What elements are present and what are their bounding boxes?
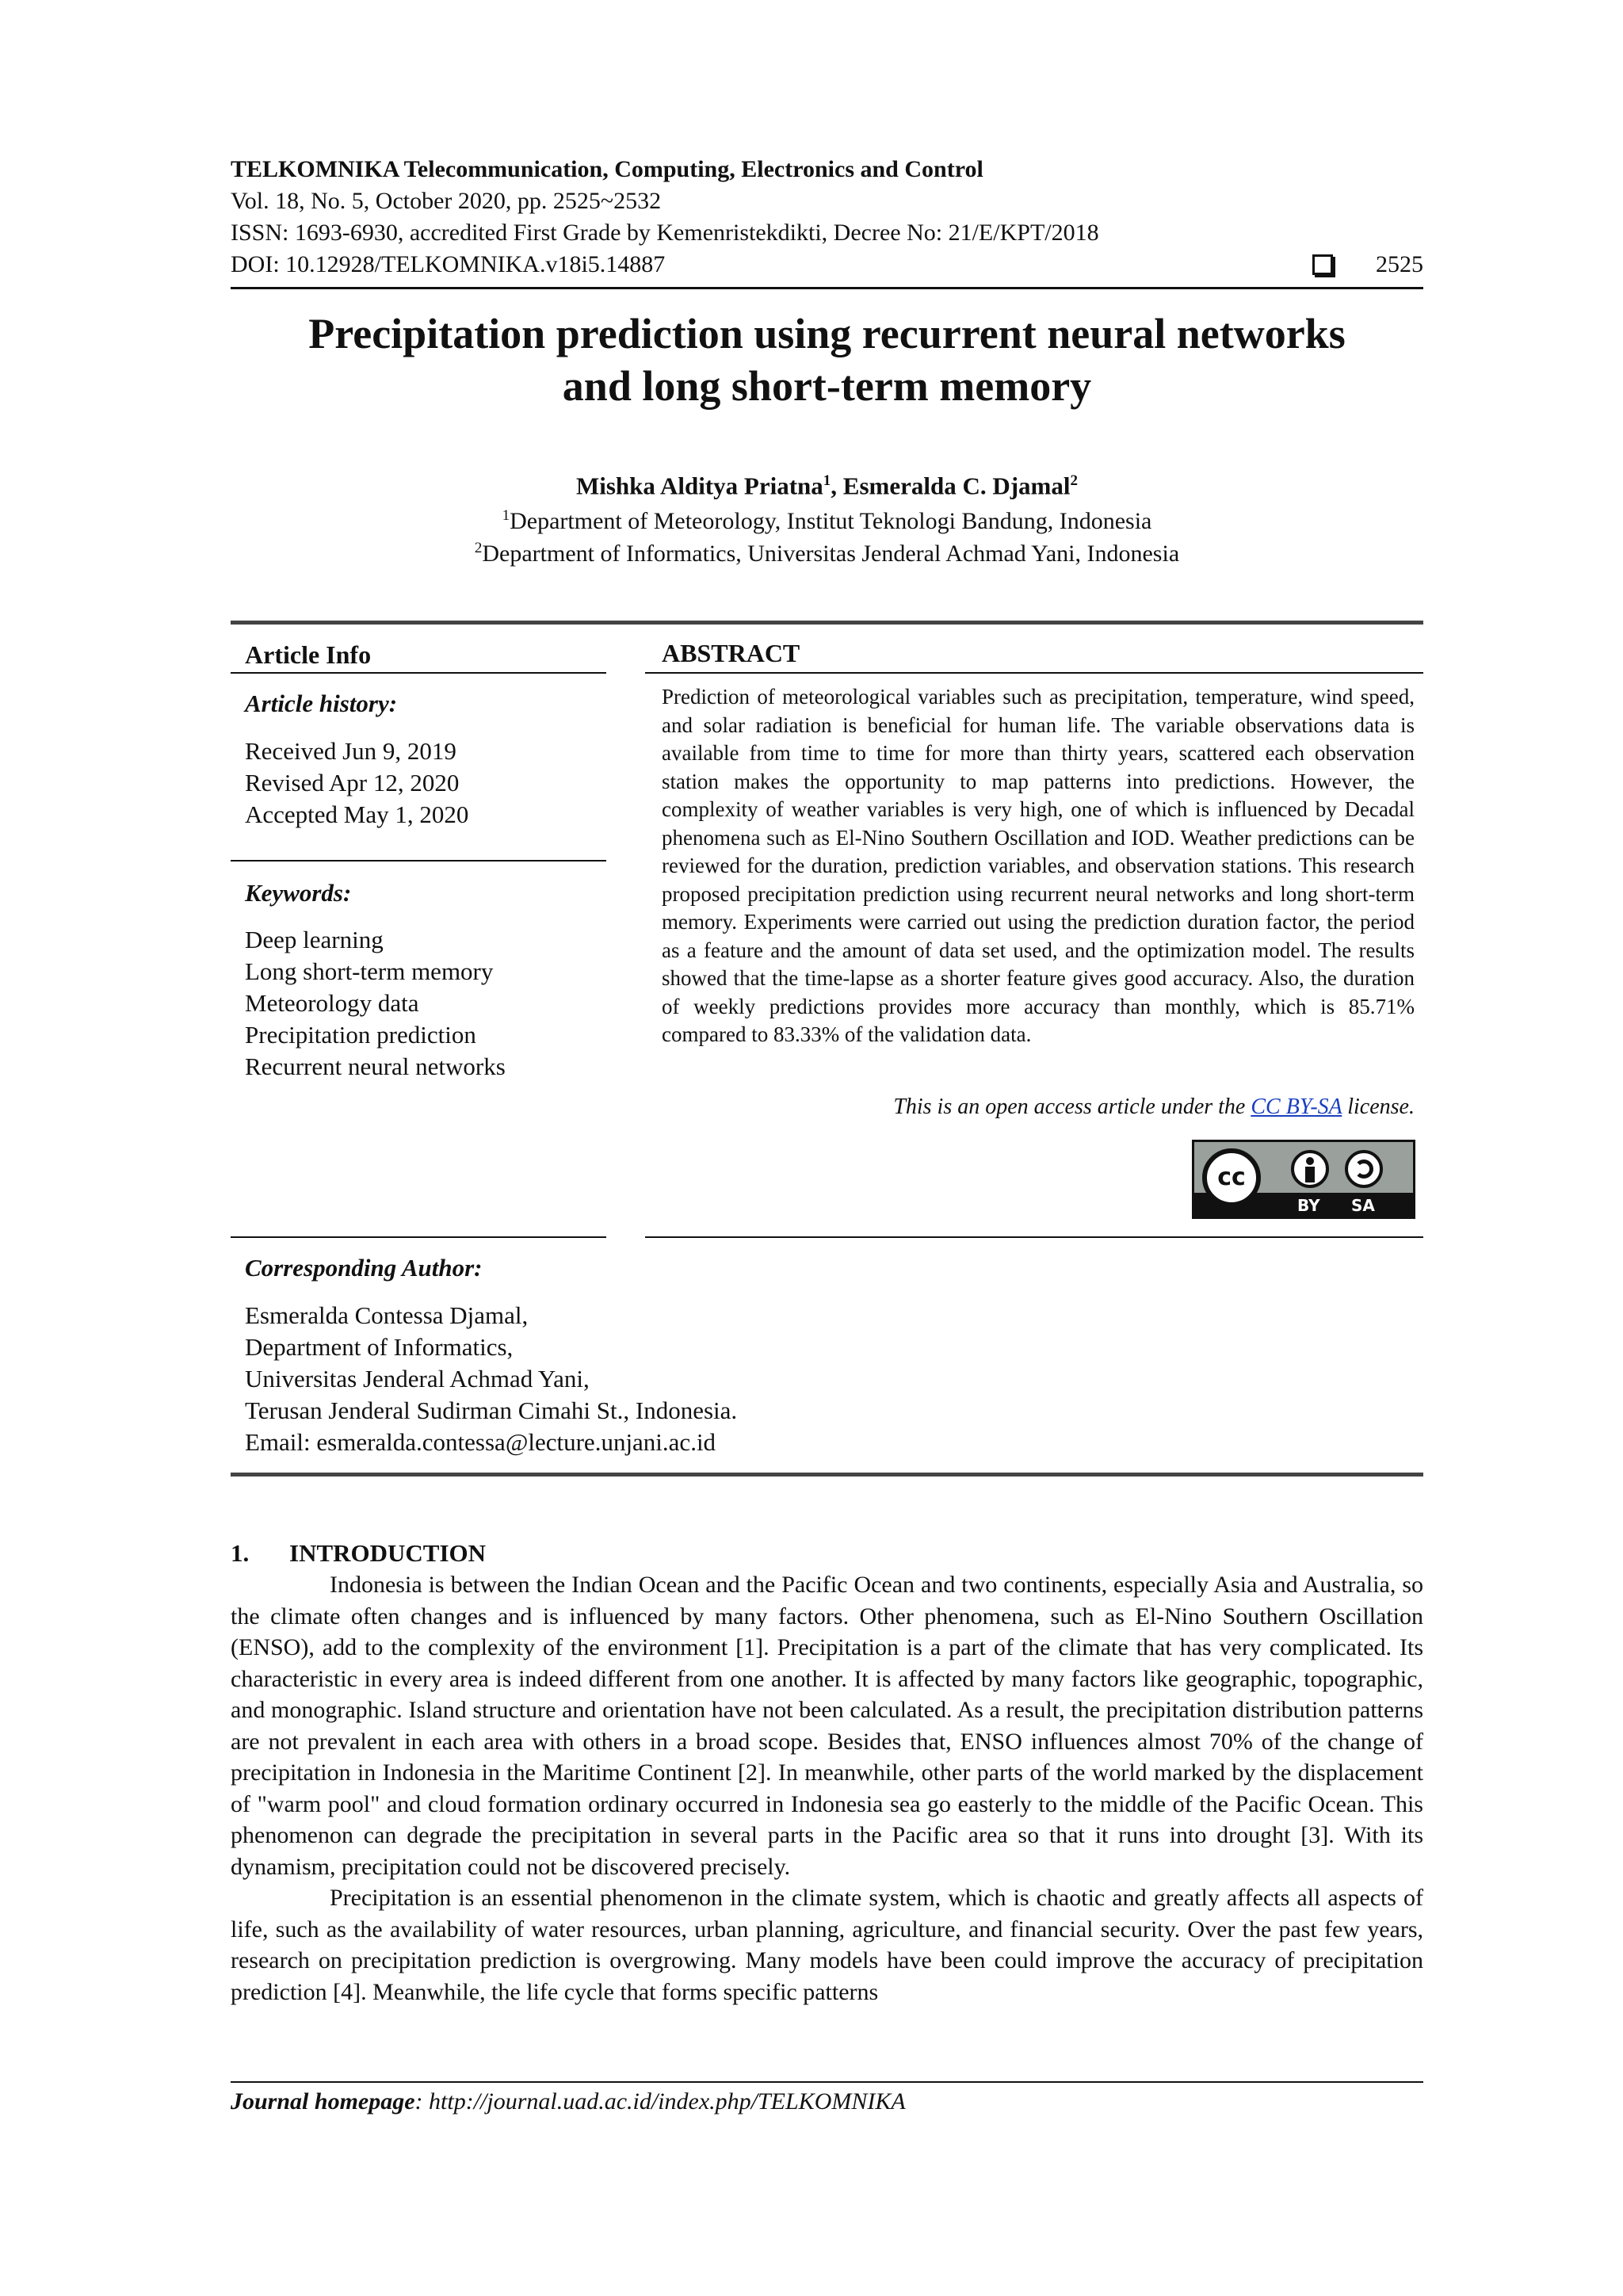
info-top-rule bbox=[231, 621, 1423, 625]
square-bullet-icon bbox=[1312, 254, 1333, 275]
author-names bbox=[231, 468, 1423, 499]
corresponding-line: Esmeralda Contessa Djamal, bbox=[245, 1301, 529, 1329]
footer-rule bbox=[231, 2081, 1423, 2083]
journal-doi: DOI: 10.12928/TELKOMNIKA.v18i5.14887 bbox=[231, 251, 666, 277]
author-2: Esmeralda C. Djamal bbox=[842, 472, 1071, 500]
article-info-heading: Article Info bbox=[245, 640, 372, 669]
revised-date: Revised Apr 12, 2020 bbox=[245, 769, 460, 797]
corresponding-line: Universitas Jenderal Achmad Yani, bbox=[245, 1365, 590, 1392]
cc-by-sa-badge[interactable] bbox=[1192, 1140, 1415, 1219]
journal-name: TELKOMNIKA Telecommunication, Computing, Electronics and Control bbox=[231, 156, 983, 182]
title-line-2: and long short-term memory bbox=[562, 362, 1092, 410]
affiliation-2 bbox=[231, 535, 1423, 567]
journal-issn: ISSN: 1693-6930, accredited First Grade by Kemenristekdikti, Decree No: 21/E/KPT/2018 bbox=[231, 220, 1099, 246]
keyword-item: Precipitation prediction bbox=[245, 1021, 476, 1049]
corresponding-line: Terusan Jenderal Sudirman Cimahi St., Indonesia. bbox=[245, 1396, 738, 1424]
intro-paragraph-2: Precipitation is an essential phenomenon in the climate system, which is chaotic and greatly affects all aspects of life, such as the availability of water resources, urban planning, agriculture, and financial security. Over the past few years, research on precipitation prediction is overgrowing. Many models have been could improve the accuracy of precipitation prediction [4]. Meanwhile, the life cycle that forms specific patterns bbox=[231, 1885, 1423, 2005]
keyword-item: Meteorology data bbox=[245, 989, 419, 1017]
attribution-icon bbox=[1291, 1150, 1329, 1188]
author-separator: , bbox=[831, 472, 843, 500]
journal-header bbox=[231, 154, 1423, 281]
keyword-item: Deep learning bbox=[245, 926, 384, 953]
cc-by-sa-link[interactable]: CC BY-SA bbox=[1251, 1095, 1342, 1119]
affiliation-1 bbox=[231, 502, 1423, 535]
affiliation-2-sup: 2 bbox=[474, 540, 483, 557]
introduction-body bbox=[231, 1569, 1423, 2008]
article-info-rule bbox=[231, 672, 606, 674]
cc-icon: cc bbox=[1202, 1148, 1261, 1207]
keyword-item: Recurrent neural networks bbox=[245, 1052, 506, 1080]
title-line-1: Precipitation prediction using recurrent neural networks bbox=[308, 310, 1346, 357]
author-block bbox=[231, 468, 1423, 567]
abstract-rule bbox=[645, 672, 1423, 674]
keywords-heading: Keywords: bbox=[245, 879, 352, 907]
affiliation-2-text: Department of Informatics, Universitas Jenderal Achmad Yani, Indonesia bbox=[482, 541, 1180, 567]
footer-label: Journal homepage bbox=[231, 2088, 415, 2115]
footer-separator: : bbox=[414, 2088, 430, 2115]
license-suffix: license. bbox=[1342, 1095, 1415, 1119]
author-2-sup: 2 bbox=[1070, 472, 1078, 489]
article-history-heading: Article history: bbox=[245, 690, 398, 717]
keyword-item: Long short-term memory bbox=[245, 957, 494, 985]
page-number-group bbox=[1312, 249, 1423, 281]
affiliation-1-sup: 1 bbox=[502, 507, 510, 525]
author-1-sup: 1 bbox=[823, 472, 831, 489]
paper-title bbox=[231, 308, 1423, 412]
section-title: INTRODUCTION bbox=[289, 1539, 487, 1567]
badge-by-label: BY bbox=[1297, 1196, 1320, 1215]
received-date: Received Jun 9, 2019 bbox=[245, 737, 456, 765]
section-number: 1. bbox=[231, 1539, 250, 1567]
info-bottom-rule bbox=[231, 1473, 1423, 1477]
page-number: 2525 bbox=[1376, 251, 1423, 277]
abstract-text: Prediction of meteorological variables such as precipitation, temperature, wind speed, and solar radiation is beneficial for human life. The variable observations data is available from time to time for more than thirty years, scattered each observation station makes the opportunity to map patterns into predictions. However, the complexity of weather variables is very high, one of which is influenced by Decadal phenomena such as El-Nino Southern Oscillation and IOD. Weather predictions can be reviewed for the duration, prediction variables, and observation stations. This research proposed precipitation prediction using recurrent neural networks and long short-term memory. Experiments were carried out using the prediction duration factor, the period as a feature and the amount of data set used, and the optimization model. The results showed that the time-lapse as a shorter feature gives good accuracy. Also, the duration of weekly predictions provides more accuracy than monthly, which is 85.71% compared to 83.33% of the validation data. bbox=[662, 685, 1415, 1046]
keywords-rule bbox=[231, 860, 606, 861]
badge-sa-label: SA bbox=[1351, 1196, 1375, 1215]
article-history bbox=[245, 735, 606, 831]
corresponding-email: Email: esmeralda.contessa@lecture.unjani.ac.id bbox=[245, 1428, 716, 1456]
corresponding-heading: Corresponding Author: bbox=[245, 1254, 483, 1282]
abstract-heading: ABSTRACT bbox=[662, 639, 800, 667]
journal-homepage-footer bbox=[231, 2086, 1423, 2118]
footer-url[interactable]: http://journal.uad.ac.id/index.php/TELKOMNIKA bbox=[429, 2088, 906, 2115]
license-prefix: This is an open access article under the bbox=[893, 1095, 1251, 1119]
author-1: Mishka Alditya Priatna bbox=[576, 472, 823, 500]
header-rule bbox=[231, 287, 1423, 289]
share-alike-icon bbox=[1345, 1150, 1383, 1188]
introduction-heading bbox=[231, 1538, 486, 1569]
corresponding-author bbox=[245, 1252, 1037, 1458]
keywords-list bbox=[245, 924, 606, 1083]
right-bottom-rule bbox=[645, 1236, 1423, 1238]
left-bottom-rule bbox=[231, 1236, 606, 1238]
license-statement bbox=[662, 1095, 1415, 1120]
journal-volume: Vol. 18, No. 5, October 2020, pp. 2525~2532 bbox=[231, 188, 662, 214]
doi-row bbox=[231, 249, 1423, 281]
accepted-date: Accepted May 1, 2020 bbox=[245, 800, 469, 828]
intro-paragraph-1: Indonesia is between the Indian Ocean and the Pacific Ocean and two continents, especially Asia and Australia, so the climate often changes and is influenced by many factors. Other phenomena, such as El-Nino Southern Oscillation (ENSO), add to the complexity of the environment [1]. Precipitation is a part of the climate that has very complicated. Its characteristic in every area is indeed different from one another. It is affected by many factors like geographic, topographic, and monographic. Island structure and orientation have not been calculated. As a result, the precipitation distribution patterns are not prevalent in each area with others in a broad scope. Besides that, ENSO influences almost 70% of the change of precipitation in Indonesia in the Maritime Continent [2]. In meanwhile, other parts of the world marked by the displacement of "warm pool" and cloud formation ordinary occurred in Indonesia sea go easterly to the middle of the Pacific Ocean. This phenomenon can degrade the precipitation in several parts in the Pacific area so that it runs into drought [3]. With its dynamism, precipitation could not be discovered precisely. bbox=[231, 1572, 1423, 1880]
affiliation-1-text: Department of Meteorology, Institut Teknologi Bandung, Indonesia bbox=[510, 508, 1152, 535]
corresponding-line: Department of Informatics, bbox=[245, 1333, 514, 1361]
